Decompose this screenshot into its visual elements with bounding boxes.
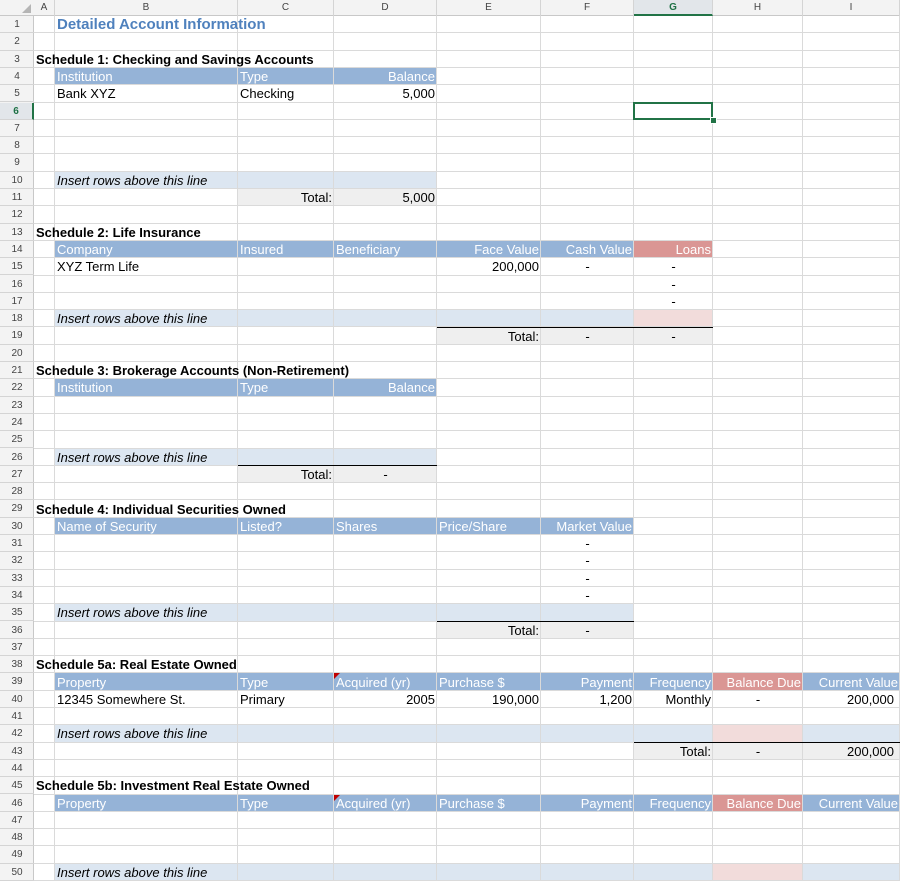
row-header[interactable]: 12 <box>0 206 34 223</box>
insert-band-rose <box>713 864 803 881</box>
row-header[interactable]: 10 <box>0 172 34 189</box>
column-label[interactable]: Property <box>57 674 107 690</box>
insert-band <box>238 449 437 466</box>
cell[interactable]: 1,200 <box>599 691 632 707</box>
column-label[interactable]: Type <box>240 795 269 811</box>
cell[interactable]: Monthly <box>665 691 711 707</box>
cell[interactable]: 200,000 <box>492 259 539 275</box>
total-label[interactable]: Total: <box>507 622 539 638</box>
row-header[interactable]: 30 <box>0 518 34 535</box>
row-header[interactable]: 20 <box>0 345 34 362</box>
cell[interactable]: 5,000 <box>402 86 435 102</box>
row-header[interactable]: 16 <box>0 276 34 293</box>
column-label[interactable]: Purchase $ <box>439 795 505 811</box>
column-label[interactable]: Type <box>240 674 269 690</box>
row-header[interactable]: 39 <box>0 673 34 690</box>
grid-line-vertical <box>436 16 437 881</box>
column-label[interactable]: Property <box>57 795 107 811</box>
cell[interactable]: - <box>671 259 676 275</box>
insert-band <box>803 864 900 881</box>
column-header-g[interactable]: G <box>634 0 713 16</box>
grid-line-horizontal <box>34 153 900 154</box>
column-label[interactable]: Purchase $ <box>439 674 505 690</box>
insert-note[interactable]: Insert rows above this line <box>57 172 208 188</box>
fill-handle[interactable] <box>710 117 717 124</box>
column-label[interactable]: Acquired (yr) <box>336 674 411 690</box>
row-header[interactable]: 18 <box>0 310 34 327</box>
insert-band-rose <box>634 310 713 327</box>
insert-note[interactable]: Insert rows above this line <box>57 605 208 621</box>
cell[interactable]: - <box>585 553 590 569</box>
insert-note[interactable]: Insert rows above this line <box>57 311 208 327</box>
row-header[interactable]: 46 <box>0 795 34 812</box>
column-label[interactable]: Face Value <box>474 242 539 258</box>
row-header[interactable]: 35 <box>0 604 34 621</box>
column-label[interactable]: Balance Due <box>726 674 801 690</box>
insert-band-rose <box>713 725 803 742</box>
row-header[interactable]: 2 <box>0 33 34 50</box>
row-header[interactable]: 38 <box>0 656 34 673</box>
insert-band <box>803 725 900 742</box>
grid-line-horizontal <box>34 586 900 587</box>
row-header[interactable]: 48 <box>0 829 34 846</box>
column-label[interactable]: Frequency <box>649 795 711 811</box>
active-cell-selection[interactable] <box>633 102 713 120</box>
column-label[interactable]: Acquired (yr) <box>336 795 411 811</box>
column-label[interactable]: Loans <box>675 242 711 258</box>
cell[interactable]: - <box>585 570 590 586</box>
cell[interactable]: Bank XYZ <box>57 86 116 102</box>
column-header-i[interactable]: I <box>803 0 900 16</box>
row-header[interactable]: 14 <box>0 241 34 258</box>
cell[interactable]: Checking <box>240 86 295 102</box>
column-label[interactable]: Company <box>57 242 113 258</box>
grid-line-horizontal <box>34 569 900 570</box>
grid-line-horizontal <box>34 136 900 137</box>
cell[interactable]: 2005 <box>406 691 435 707</box>
column-label[interactable]: Type <box>240 380 269 396</box>
column-label[interactable]: Shares <box>336 518 378 534</box>
column-label[interactable]: Current Value <box>818 795 898 811</box>
column-label[interactable]: Balance <box>388 69 435 85</box>
schedule-title[interactable]: Schedule 1: Checking and Savings Accounts <box>36 51 314 67</box>
row-header[interactable]: 5 <box>0 85 34 102</box>
schedule-title[interactable]: Schedule 5a: Real Estate Owned <box>36 657 237 673</box>
row-header[interactable]: 36 <box>0 622 34 639</box>
insert-band <box>238 172 437 189</box>
row-header[interactable]: 11 <box>0 189 34 206</box>
total-value[interactable]: - <box>755 743 761 759</box>
grid-line-horizontal <box>34 205 900 206</box>
grid-line-vertical <box>333 16 334 881</box>
row-header[interactable]: 43 <box>0 743 34 760</box>
grid-line-horizontal <box>34 413 900 414</box>
total-value[interactable]: - <box>585 622 590 638</box>
grid-line-horizontal <box>34 482 900 483</box>
row-header[interactable]: 33 <box>0 570 34 587</box>
row-header[interactable]: 8 <box>0 137 34 154</box>
row-header[interactable]: 1 <box>0 16 34 33</box>
grid-line-horizontal <box>34 845 900 846</box>
column-header-h[interactable]: H <box>713 0 803 16</box>
column-label[interactable]: Listed? <box>240 518 282 534</box>
column-label[interactable]: Current Value <box>818 674 898 690</box>
insert-note[interactable]: Insert rows above this line <box>57 449 208 465</box>
grid-line-horizontal <box>34 119 900 120</box>
column-header-b[interactable]: B <box>55 0 238 16</box>
total-value[interactable]: - <box>585 328 590 344</box>
sheet-title[interactable]: Detailed Account Information <box>57 16 266 34</box>
grid-line-horizontal <box>34 430 900 431</box>
row-header[interactable]: 13 <box>0 224 34 241</box>
row-header[interactable]: 21 <box>0 362 34 379</box>
row-header[interactable]: 23 <box>0 397 34 414</box>
total-label[interactable]: Total: <box>507 328 539 344</box>
column-label[interactable]: Institution <box>57 69 113 85</box>
row-header[interactable]: 31 <box>0 535 34 552</box>
row-header[interactable]: 17 <box>0 293 34 310</box>
grid-line-vertical <box>540 16 541 881</box>
column-label[interactable]: Cash Value <box>565 242 632 258</box>
column-label[interactable]: Institution <box>57 380 113 396</box>
column-header-e[interactable]: E <box>437 0 541 16</box>
schedule-title[interactable]: Schedule 3: Brokerage Accounts (Non-Retirement) <box>36 363 350 379</box>
row-header[interactable]: 32 <box>0 552 34 569</box>
row-header[interactable]: 34 <box>0 587 34 604</box>
row-header[interactable]: 27 <box>0 466 34 483</box>
cell[interactable]: - <box>755 691 761 707</box>
row-header[interactable]: 6 <box>0 103 34 120</box>
cell[interactable]: - <box>585 259 590 275</box>
cell[interactable]: - <box>671 293 676 309</box>
cell[interactable]: - <box>585 536 590 552</box>
row-header[interactable]: 28 <box>0 483 34 500</box>
column-header-c[interactable]: C <box>238 0 334 16</box>
schedule-title[interactable]: Schedule 5b: Investment Real Estate Owned <box>36 778 310 794</box>
row-header[interactable]: 3 <box>0 51 34 68</box>
total-value[interactable]: 200,000 <box>847 743 894 759</box>
grid-line-horizontal <box>34 551 900 552</box>
column-label[interactable]: Price/Share <box>439 518 507 534</box>
total-label[interactable]: Total: <box>300 190 332 206</box>
total-label[interactable]: Total: <box>679 743 711 759</box>
schedule-title[interactable]: Schedule 4: Individual Securities Owned <box>36 501 286 517</box>
row-header[interactable]: 40 <box>0 691 34 708</box>
row-header[interactable]: 41 <box>0 708 34 725</box>
insert-note[interactable]: Insert rows above this line <box>57 726 208 742</box>
row-header[interactable]: 50 <box>0 864 34 881</box>
cell[interactable]: 200,000 <box>847 691 894 707</box>
cell[interactable]: - <box>671 276 676 292</box>
total-value[interactable]: - <box>383 466 388 482</box>
column-label[interactable]: Frequency <box>649 674 711 690</box>
schedule-title[interactable]: Schedule 2: Life Insurance <box>36 224 201 240</box>
row-header[interactable]: 49 <box>0 846 34 863</box>
row-header[interactable]: 24 <box>0 414 34 431</box>
cell[interactable]: 12345 Somewhere St. <box>57 691 186 707</box>
column-header-d[interactable]: D <box>334 0 437 16</box>
column-label[interactable]: Balance Due <box>726 795 801 811</box>
column-label[interactable]: Beneficiary <box>336 242 401 258</box>
cell[interactable]: XYZ Term Life <box>57 259 140 275</box>
row-header[interactable]: 4 <box>0 68 34 85</box>
column-label[interactable]: Payment <box>580 795 632 811</box>
row-header[interactable]: 29 <box>0 500 34 517</box>
grid-line-horizontal <box>34 828 900 829</box>
row-header[interactable]: 26 <box>0 449 34 466</box>
cell[interactable]: Primary <box>240 691 285 707</box>
row-header[interactable]: 7 <box>0 120 34 137</box>
column-label[interactable]: Insured <box>240 242 284 258</box>
row-header[interactable]: 9 <box>0 154 34 171</box>
grid-line-horizontal <box>34 292 900 293</box>
column-label[interactable]: Market Value <box>556 518 632 534</box>
column-header-f[interactable]: F <box>541 0 634 16</box>
select-all-icon[interactable] <box>22 4 31 13</box>
row-header[interactable]: 47 <box>0 812 34 829</box>
insert-note[interactable]: Insert rows above this line <box>57 864 208 880</box>
row-header[interactable]: 22 <box>0 379 34 396</box>
comment-indicator-icon[interactable] <box>334 673 340 679</box>
total-label[interactable]: Total: <box>300 466 332 482</box>
total-value[interactable]: - <box>671 328 676 344</box>
column-label[interactable]: Name of Security <box>57 518 157 534</box>
column-label[interactable]: Payment <box>580 674 632 690</box>
row-header[interactable]: 42 <box>0 725 34 742</box>
column-header-a[interactable]: A <box>34 0 55 16</box>
total-value[interactable]: 5,000 <box>402 190 435 206</box>
row-header[interactable]: 45 <box>0 777 34 794</box>
column-label[interactable]: Type <box>240 69 269 85</box>
row-header[interactable]: 19 <box>0 327 34 344</box>
column-label[interactable]: Balance <box>388 380 435 396</box>
row-header[interactable]: 44 <box>0 760 34 777</box>
comment-indicator-icon[interactable] <box>334 795 340 801</box>
row-header[interactable]: 15 <box>0 258 34 275</box>
cell[interactable]: 190,000 <box>492 691 539 707</box>
cell[interactable]: - <box>585 588 590 604</box>
row-header[interactable]: 25 <box>0 431 34 448</box>
row-header[interactable]: 37 <box>0 639 34 656</box>
